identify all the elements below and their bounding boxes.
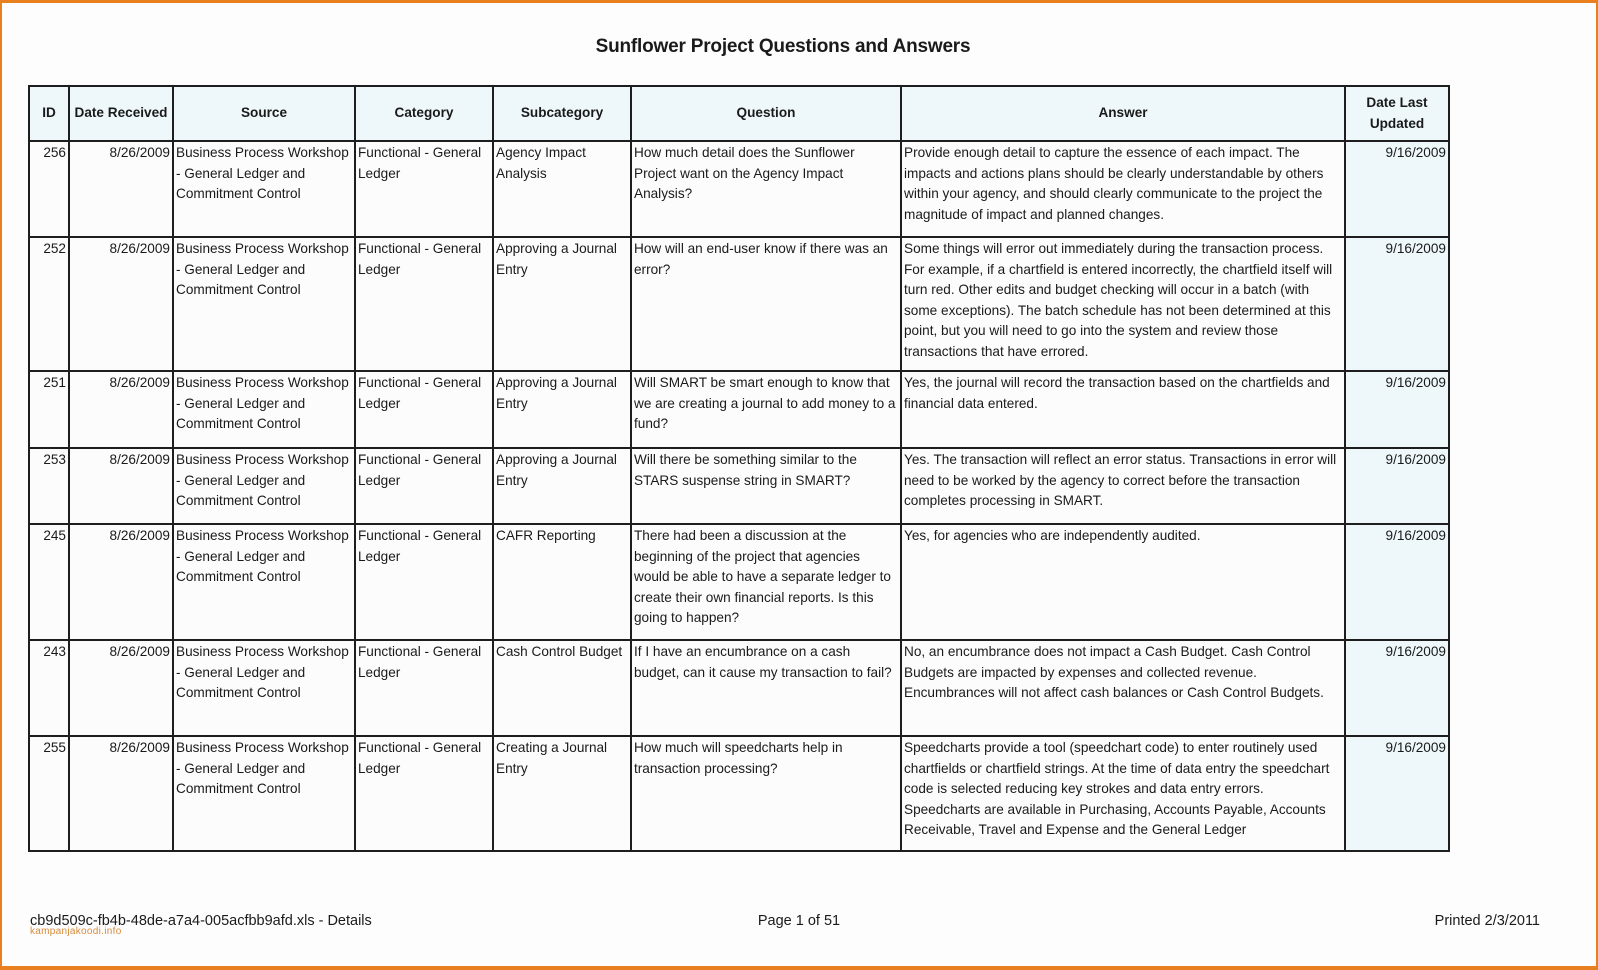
cell-source: Business Process Workshop - General Ledger and Commitment Control: [173, 640, 355, 736]
watermark-text: kampanjakoodi.info: [30, 926, 122, 937]
footer-printed-date: Printed 2/3/2011: [1434, 913, 1540, 929]
column-header-date-last-updated: Date Last Updated: [1345, 86, 1449, 141]
cell-date-received: 8/26/2009: [69, 524, 173, 640]
cell-id: 255: [29, 736, 69, 851]
cell-answer: Yes. The transaction will reflect an error status. Transactions in error will need to be worked by the agency to correct before the transaction completes processing in SMART.: [901, 448, 1345, 524]
cell-category: Functional - General Ledger: [355, 448, 493, 524]
column-header-answer: Answer: [901, 86, 1345, 141]
cell-date-received: 8/26/2009: [69, 141, 173, 237]
footer-page-number: Page 1 of 51: [757, 913, 841, 929]
cell-id: 251: [29, 371, 69, 448]
cell-question: Will there be something similar to the STARS suspense string in SMART?: [631, 448, 901, 524]
cell-subcategory: Approving a Journal Entry: [493, 371, 631, 448]
cell-category: Functional - General Ledger: [355, 640, 493, 736]
cell-source: Business Process Workshop - General Ledger and Commitment Control: [173, 237, 355, 371]
cell-id: 243: [29, 640, 69, 736]
footer-filename: cb9d509c-fb4b-48de-a7a4-005acfbb9afd.xls - Details: [30, 913, 372, 929]
cell-id: 245: [29, 524, 69, 640]
cell-question: There had been a discussion at the beginning of the project that agencies would be able to have a separate ledger to create their own financial reports. Is this going to happen?: [631, 524, 901, 640]
column-header-date-received: Date Received: [69, 86, 173, 141]
cell-category: Functional - General Ledger: [355, 524, 493, 640]
column-header-question: Question: [631, 86, 901, 141]
cell-answer: Provide enough detail to capture the essence of each impact. The impacts and actions plans should be clearly understandable by others within your agency, and should clearly communicate to the project the magnitude of impact and planned changes.: [901, 141, 1345, 237]
cell-date-received: 8/26/2009: [69, 237, 173, 371]
column-header-subcategory: Subcategory: [493, 86, 631, 141]
cell-date-last-updated: 9/16/2009: [1345, 237, 1449, 371]
column-header-source: Source: [173, 86, 355, 141]
cell-date-last-updated: 9/16/2009: [1345, 141, 1449, 237]
table-row: [29, 237, 1449, 371]
cell-date-last-updated: 9/16/2009: [1345, 640, 1449, 736]
cell-category: Functional - General Ledger: [355, 141, 493, 237]
cell-subcategory: Agency Impact Analysis: [493, 141, 631, 237]
cell-id: 252: [29, 237, 69, 371]
qa-table: [28, 85, 1450, 852]
cell-date-received: 8/26/2009: [69, 736, 173, 851]
cell-subcategory: CAFR Reporting: [493, 524, 631, 640]
table-header-row: [29, 86, 1449, 141]
cell-answer: Some things will error out immediately during the transaction process. For example, if a chartfield is entered incorrectly, the chartfield itself will turn red. Other edits and budget checking will occur in a batch (with some exceptions). The batch schedule has not been determined at this point, but you will need to go into the system and review those transactions that have errored.: [901, 237, 1345, 371]
cell-question: If I have an encumbrance on a cash budget, can it cause my transaction to fail?: [631, 640, 901, 736]
table-row: [29, 524, 1449, 640]
cell-source: Business Process Workshop - General Ledger and Commitment Control: [173, 736, 355, 851]
cell-source: Business Process Workshop - General Ledger and Commitment Control: [173, 448, 355, 524]
cell-category: Functional - General Ledger: [355, 371, 493, 448]
table-row: [29, 640, 1449, 736]
table-row: [29, 736, 1449, 851]
cell-answer: Speedcharts provide a tool (speedchart code) to enter routinely used chartfields or chartfield strings. At the time of data entry the speedchart code is selected reducing key strokes and data entry errors. Speedcharts are available in Purchasing, Accounts Payable, Accounts Receivable, Travel and Expense and the General Ledger: [901, 736, 1345, 851]
page-title: Sunflower Project Questions and Answers: [595, 36, 971, 57]
cell-answer: Yes, for agencies who are independently audited.: [901, 524, 1345, 640]
cell-subcategory: Creating a Journal Entry: [493, 736, 631, 851]
cell-date-received: 8/26/2009: [69, 448, 173, 524]
cell-subcategory: Cash Control Budget: [493, 640, 631, 736]
column-header-category: Category: [355, 86, 493, 141]
table-row: [29, 448, 1449, 524]
cell-source: Business Process Workshop - General Ledger and Commitment Control: [173, 524, 355, 640]
cell-date-last-updated: 9/16/2009: [1345, 371, 1449, 448]
table-row: [29, 141, 1449, 237]
cell-id: 253: [29, 448, 69, 524]
cell-id: 256: [29, 141, 69, 237]
cell-date-last-updated: 9/16/2009: [1345, 524, 1449, 640]
cell-subcategory: Approving a Journal Entry: [493, 448, 631, 524]
cell-question: How much detail does the Sunflower Project want on the Agency Impact Analysis?: [631, 141, 901, 237]
cell-question: How much will speedcharts help in transaction processing?: [631, 736, 901, 851]
cell-answer: No, an encumbrance does not impact a Cash Budget. Cash Control Budgets are impacted by expenses and collected revenue. Encumbrances will not affect cash balances or Cash Control Budgets.: [901, 640, 1345, 736]
cell-question: Will SMART be smart enough to know that we are creating a journal to add money to a fund?: [631, 371, 901, 448]
cell-category: Functional - General Ledger: [355, 736, 493, 851]
cell-question: How will an end-user know if there was an error?: [631, 237, 901, 371]
cell-date-last-updated: 9/16/2009: [1345, 736, 1449, 851]
cell-date-received: 8/26/2009: [69, 640, 173, 736]
column-header-id: ID: [29, 86, 69, 141]
cell-source: Business Process Workshop - General Ledger and Commitment Control: [173, 141, 355, 237]
cell-source: Business Process Workshop - General Ledger and Commitment Control: [173, 371, 355, 448]
cell-date-last-updated: 9/16/2009: [1345, 448, 1449, 524]
table-row: [29, 371, 1449, 448]
cell-subcategory: Approving a Journal Entry: [493, 237, 631, 371]
cell-category: Functional - General Ledger: [355, 237, 493, 371]
cell-date-received: 8/26/2009: [69, 371, 173, 448]
cell-answer: Yes, the journal will record the transaction based on the chartfields and financial data entered.: [901, 371, 1345, 448]
